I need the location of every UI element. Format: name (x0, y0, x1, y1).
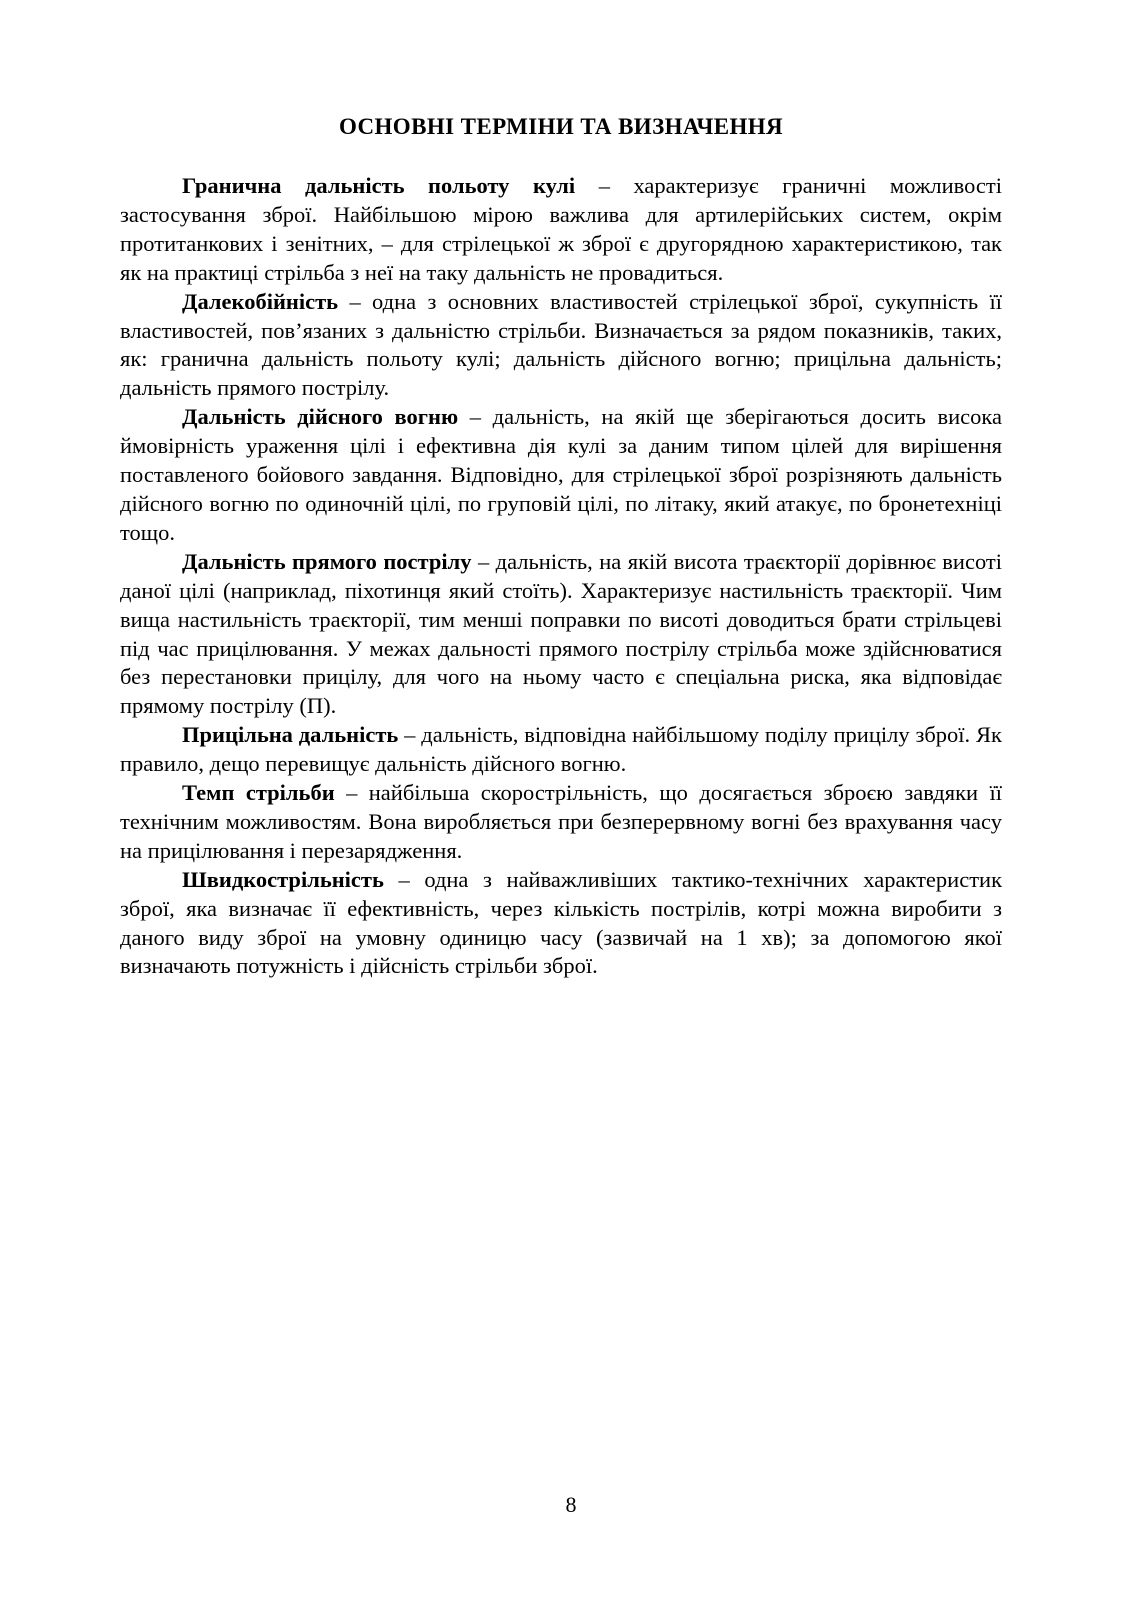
paragraph-text: – одна з основних властивостей стрілецької зброї, сукупність її властивостей, пов’язаних з дальністю стрільби. Визначається за рядом показників, таких, як: гранична дальність польоту кулі; дальність дійсного вогню; прицільна дальність; дальність прямого пострілу. (120, 288, 1002, 401)
term-label: Дальність прямого пострілу (182, 548, 472, 574)
paragraph (120, 548, 1002, 721)
paragraph-text: – дальність, на якій висота траєкторії дорівнює висоті даної цілі (наприклад, піхотинця який стоїть). Характеризує настильність траєкторії. Чим вища настильність траєкторії, тим менші поправки по висоті доводиться брати стрільцеві під час прицілювання. У межах дальності прямого пострілу стрільба може здійснюватися без перестановки прицілу, для чого на ньому часто є спеціальна риска, яка відповідає прямому пострілу (П). (120, 548, 1002, 719)
page-title: ОСНОВНІ ТЕРМІНИ ТА ВИЗНАЧЕННЯ (338, 114, 784, 139)
term-label: Темп стрільби (182, 780, 335, 806)
term-label: Гранична дальність польоту кулі (182, 173, 576, 198)
paragraph-text: – дальність, відповідна найбільшому поділу прицілу зброї. Як правило, дещо перевищує дальність дійсного вогню. (120, 722, 1002, 777)
term-label: Дальність дійсного вогню (182, 404, 459, 430)
term-label: Далекобійність (182, 288, 339, 314)
paragraph (120, 172, 1002, 288)
paragraph-text: – характеризує граничні можливості застосування зброї. Найбільшою мірою важлива для артилерійських систем, окрім протитанкових і зенітних, – для стрілецької ж зброї є другорядною характеристикою, так як на практиці стрільба з неї на таку дальність не провадиться. (120, 173, 1002, 285)
paragraph (120, 288, 1002, 404)
term-label: Швидкострільність (182, 866, 384, 892)
paragraph-text: – одна з найважливіших тактико-технічних характеристик зброї, яка визначає її ефективність, через кількість пострілів, котрі можна виробити з даного виду зброї на умовну одиницю часу (зазвичай на 1 хв); за допомогою якої визначають потужність і дійсність стрільби зброї. (120, 866, 1002, 979)
page-number: 8 (565, 1492, 577, 1517)
paragraph (120, 779, 1002, 866)
paragraph-text: – найбільша скорострільність, що досягається зброєю завдяки її технічним можливостям. Вона виробляється при безперервному вогні без врахування часу на прицілювання і перезарядження. (120, 780, 1002, 863)
paragraph (120, 721, 1002, 779)
document-page (120, 114, 1002, 981)
paragraph (120, 866, 1002, 982)
term-label: Прицільна дальність (182, 722, 399, 748)
paragraph-text: – дальність, на якій ще зберігаються досить висока ймовірність ураження цілі і ефективна дія кулі за даним типом цілей для вирішення поставленого бойового завдання. Відповідно, для стрілецької зброї розрізняють дальність дійсного вогню по одиночній цілі, по груповій цілі, по літаку, який атакує, по бронетехніці тощо. (120, 404, 1002, 545)
paragraph (120, 403, 1002, 548)
